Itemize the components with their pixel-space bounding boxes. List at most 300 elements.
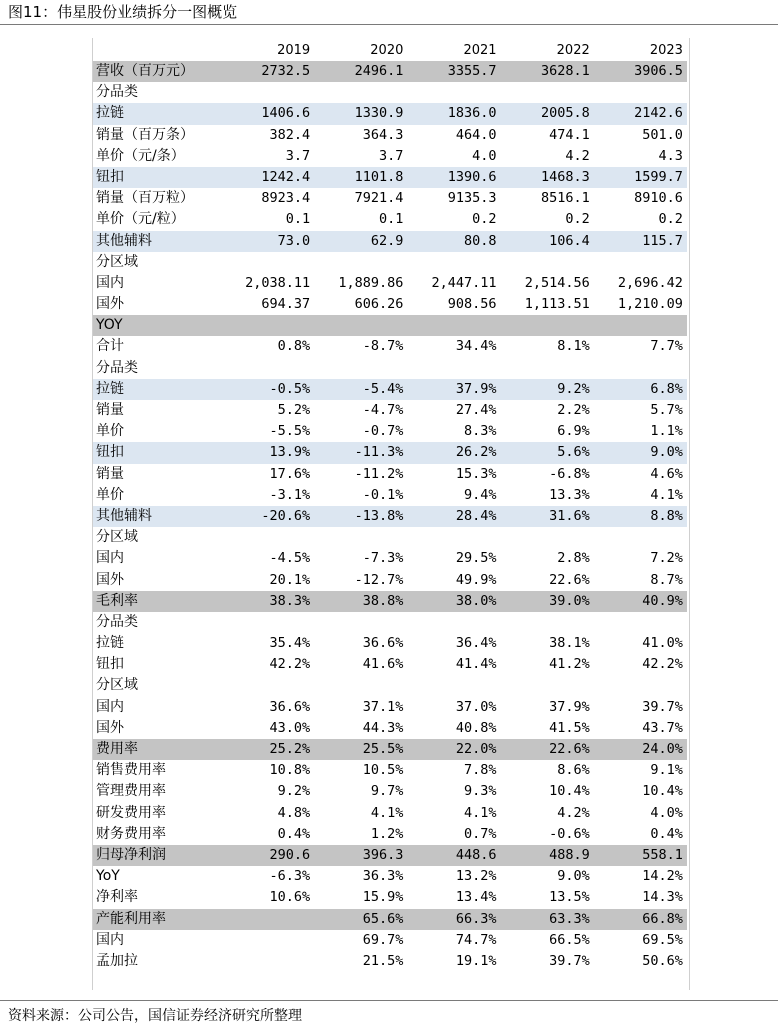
value-cell: 908.56 (447, 296, 497, 313)
row-label: 财务费用率 (96, 825, 166, 842)
value-cell: 474.1 (549, 126, 590, 143)
value-cell: 8.3% (464, 423, 497, 440)
value-cell: 22.0% (455, 741, 497, 757)
value-cell: 4.6% (650, 465, 683, 482)
value-cell: 13.2% (455, 868, 497, 885)
table-row (93, 485, 687, 506)
value-cell: 66.8% (642, 910, 683, 927)
table-row (93, 400, 687, 421)
row-label: 管理费用率 (96, 783, 166, 800)
value-cell: 2.8% (557, 550, 590, 567)
value-cell: 9.2% (277, 783, 311, 800)
table-row (93, 612, 687, 633)
value-cell: 39.7% (642, 698, 683, 715)
value-cell: 4.2 (565, 147, 590, 164)
table-row (93, 315, 687, 336)
value-cell: 9135.3 (447, 190, 497, 207)
value-cell: 36.6% (269, 698, 311, 715)
value-cell: 7.7% (650, 338, 683, 355)
value-cell: 1330.9 (354, 105, 404, 122)
value-cell: 10.5% (362, 762, 404, 779)
row-label: 单价（元/粒） (96, 211, 185, 228)
value-cell (594, 358, 687, 379)
value-cell (594, 315, 687, 336)
table-row (93, 421, 687, 442)
row-label: 单价 (96, 486, 124, 503)
table-row (93, 781, 687, 802)
value-cell: 41.0% (642, 635, 683, 652)
value-cell: 37.9% (549, 698, 590, 715)
value-cell: 36.3% (362, 868, 404, 885)
row-label: 毛利率 (96, 592, 138, 609)
value-cell: 4.0% (650, 804, 683, 821)
value-cell: 488.9 (549, 846, 590, 863)
value-cell: 9.0% (650, 444, 683, 461)
value-cell: 115.7 (642, 232, 683, 249)
header-label-cell (93, 40, 221, 61)
value-cell: 4.8% (277, 804, 311, 821)
table-row (93, 824, 687, 845)
value-cell (594, 527, 687, 548)
value-cell (221, 930, 314, 951)
value-cell: 7.8% (464, 762, 497, 779)
value-cell: 1468.3 (540, 168, 590, 185)
value-cell: 9.2% (557, 380, 590, 397)
value-cell: 2,696.42 (617, 274, 683, 291)
table-row (93, 358, 687, 379)
value-cell: 0.1 (378, 211, 404, 228)
value-cell: 69.7% (362, 931, 404, 948)
value-cell: 62.9 (370, 232, 404, 249)
value-cell: 10.4% (642, 783, 683, 800)
row-label: 其他辅料 (96, 507, 152, 524)
table-row (93, 654, 687, 675)
value-cell: -4.5% (269, 550, 311, 567)
value-cell: -6.3% (269, 868, 311, 885)
value-cell: -0.1% (362, 486, 404, 503)
row-label: 净利率 (96, 889, 138, 906)
value-cell (314, 358, 407, 379)
value-cell: 2496.1 (354, 63, 404, 79)
row-label: 分区域 (96, 529, 138, 546)
value-cell: 40.9% (642, 592, 683, 609)
table-row (93, 718, 687, 739)
value-cell: 8516.1 (540, 190, 590, 207)
value-cell: 42.2% (269, 656, 311, 673)
value-cell: 73.0 (277, 232, 311, 249)
row-label: 研发费用率 (96, 804, 166, 821)
value-cell: 1406.6 (261, 105, 311, 122)
value-cell: 80.8 (464, 232, 497, 249)
table-row (93, 633, 687, 654)
value-cell: -20.6% (261, 507, 311, 524)
row-label: 销售费用率 (96, 762, 166, 779)
value-cell: 37.1% (362, 698, 404, 715)
table-row (93, 548, 687, 569)
value-cell: -7.3% (362, 550, 404, 567)
row-label: 销量 (96, 402, 124, 418)
table-row (93, 231, 687, 252)
value-cell (314, 315, 407, 336)
row-label: 分品类 (96, 359, 138, 376)
table-row (93, 591, 687, 612)
row-label: 钮扣 (96, 656, 124, 673)
value-cell (594, 252, 687, 273)
value-cell: 15.3% (455, 465, 497, 482)
value-cell: 41.4% (455, 656, 497, 673)
value-cell: -13.8% (354, 507, 404, 524)
table-row (93, 82, 687, 103)
value-cell (501, 358, 594, 379)
table-row (93, 167, 687, 188)
table-row (93, 188, 687, 209)
table-row (93, 336, 687, 357)
value-cell: 44.3% (362, 719, 404, 736)
value-cell: 38.0% (455, 592, 497, 609)
value-cell: 43.0% (269, 719, 311, 736)
value-cell: 41.6% (362, 656, 404, 673)
value-cell: 2,447.11 (431, 274, 497, 291)
value-cell: 38.1% (549, 635, 590, 652)
table-row (93, 697, 687, 718)
table-row (93, 803, 687, 824)
value-cell: 6.9% (557, 423, 590, 440)
value-cell (501, 82, 594, 103)
value-cell (314, 527, 407, 548)
value-cell: 1,889.86 (338, 274, 404, 291)
value-cell: 7.2% (650, 550, 683, 567)
value-cell (501, 675, 594, 696)
value-cell (594, 675, 687, 696)
table-row (93, 379, 687, 400)
value-cell: 66.3% (455, 910, 497, 927)
value-cell (501, 527, 594, 548)
year-header: 2022 (556, 43, 590, 58)
value-cell: 382.4 (269, 126, 311, 143)
value-cell: 74.7% (455, 931, 497, 948)
value-cell (221, 252, 314, 273)
table-row (93, 951, 687, 972)
row-label: 合计 (96, 338, 124, 355)
value-cell: 558.1 (642, 846, 683, 863)
value-cell: 36.4% (455, 635, 497, 652)
value-cell: 5.7% (650, 402, 683, 418)
table-row (93, 760, 687, 781)
table-row (93, 125, 687, 146)
row-label: 归母净利润 (96, 846, 166, 863)
row-label: 钮扣 (96, 168, 124, 185)
row-label: 费用率 (96, 741, 138, 757)
value-cell: -4.7% (362, 402, 404, 418)
year-header: 2023 (649, 43, 683, 58)
value-cell (314, 612, 407, 633)
table-row (93, 845, 687, 866)
value-cell: 5.2% (277, 402, 311, 418)
value-cell: 1836.0 (447, 105, 497, 122)
value-cell: 50.6% (642, 952, 683, 969)
table-row (93, 866, 687, 887)
table-row (93, 442, 687, 463)
value-cell: 694.37 (261, 296, 311, 313)
table-row (93, 252, 687, 273)
value-cell: 42.2% (642, 656, 683, 673)
value-cell: 15.9% (362, 889, 404, 906)
value-cell (407, 315, 500, 336)
value-cell (501, 612, 594, 633)
row-label: 国外 (96, 719, 124, 736)
value-cell: 4.1% (370, 804, 404, 821)
value-cell: 4.1% (464, 804, 497, 821)
value-cell: 3.7 (378, 147, 404, 164)
row-label: 其他辅料 (96, 232, 152, 249)
row-label: YoY (96, 868, 120, 885)
value-cell: 22.6% (549, 571, 590, 588)
value-cell: 41.5% (549, 719, 590, 736)
value-cell: 5.6% (557, 444, 590, 461)
table-row (93, 527, 687, 548)
value-cell: 1,210.09 (617, 296, 683, 313)
financial-table (93, 40, 687, 972)
value-cell: -0.6% (549, 825, 590, 842)
value-cell: 1599.7 (634, 168, 683, 185)
value-cell (221, 527, 314, 548)
value-cell: 3906.5 (634, 63, 683, 79)
value-cell: 38.3% (269, 592, 311, 609)
value-cell: 9.0% (557, 868, 590, 885)
value-cell: 9.7% (370, 783, 404, 800)
value-cell: -12.7% (354, 571, 404, 588)
value-cell: 4.2% (557, 804, 590, 821)
value-cell (407, 527, 500, 548)
row-label: 分品类 (96, 84, 138, 101)
value-cell: 364.3 (362, 126, 404, 143)
row-label: 销量 (96, 465, 124, 482)
value-cell: -11.3% (354, 444, 404, 461)
value-cell: 13.3% (549, 486, 590, 503)
value-cell: 1101.8 (354, 168, 404, 185)
figure-title: 图11：伟星股份业绩拆分一图概览 (8, 3, 238, 21)
row-label: 拉链 (96, 635, 124, 652)
year-header: 2020 (370, 43, 404, 58)
value-cell (407, 612, 500, 633)
source-note: 资料来源：公司公告，国信证券经济研究所整理 (8, 1008, 302, 1024)
value-cell: 3628.1 (540, 63, 590, 79)
table-row (93, 675, 687, 696)
value-cell: -5.4% (362, 380, 404, 397)
table-row (93, 273, 687, 294)
value-cell: 49.9% (455, 571, 497, 588)
table-row (93, 294, 687, 315)
value-cell (314, 252, 407, 273)
table-row (93, 146, 687, 167)
value-cell: 20.1% (269, 571, 311, 588)
value-cell (221, 675, 314, 696)
value-cell: 501.0 (642, 126, 683, 143)
value-cell: 106.4 (549, 232, 590, 249)
value-cell (221, 909, 314, 930)
value-cell (221, 315, 314, 336)
value-cell: -3.1% (269, 486, 311, 503)
value-cell: 63.3% (549, 910, 590, 927)
row-label: 产能利用率 (96, 910, 166, 927)
value-cell: 4.3 (658, 147, 683, 164)
value-cell: 9.1% (650, 762, 683, 779)
row-label: 国外 (96, 571, 124, 588)
value-cell (221, 951, 314, 972)
value-cell: 0.2 (658, 211, 683, 228)
value-cell: 38.8% (362, 592, 404, 609)
value-cell: 9.3% (464, 783, 497, 800)
value-cell: 24.0% (642, 741, 683, 757)
value-cell (221, 612, 314, 633)
value-cell (221, 358, 314, 379)
value-cell: 0.2 (565, 211, 590, 228)
value-cell: 1,113.51 (524, 296, 590, 313)
table-row (93, 209, 687, 230)
row-label: 单价（元/条） (96, 147, 185, 164)
value-cell: 4.0 (472, 147, 497, 164)
value-cell (407, 675, 500, 696)
value-cell: 2142.6 (634, 105, 683, 122)
value-cell: 0.8% (277, 338, 311, 355)
year-header: 2021 (463, 43, 497, 58)
value-cell: 6.8% (650, 380, 683, 397)
row-label: 国内 (96, 931, 124, 948)
value-cell: -6.8% (549, 465, 590, 482)
value-cell: 396.3 (362, 846, 404, 863)
value-cell (407, 82, 500, 103)
year-header: 2019 (277, 43, 311, 58)
table-row (93, 909, 687, 930)
value-cell: 21.5% (362, 952, 404, 969)
value-cell: -0.5% (269, 380, 311, 397)
value-cell: 69.5% (642, 931, 683, 948)
value-cell: 13.9% (269, 444, 311, 461)
value-cell: -8.7% (362, 338, 404, 355)
value-cell: 2,514.56 (524, 274, 590, 291)
source-divider (0, 1000, 778, 1001)
value-cell: 448.6 (455, 846, 497, 863)
value-cell: 0.7% (464, 825, 497, 842)
value-cell: 10.6% (269, 889, 311, 906)
table-row (93, 930, 687, 951)
value-cell: 13.5% (549, 889, 590, 906)
table-row (93, 570, 687, 591)
value-cell: 8923.4 (261, 190, 311, 207)
value-cell: 290.6 (269, 846, 311, 863)
value-cell (501, 315, 594, 336)
value-cell: -0.7% (362, 423, 404, 440)
row-label: 国外 (96, 296, 124, 313)
value-cell: 0.2 (472, 211, 497, 228)
value-cell: 65.6% (362, 910, 404, 927)
value-cell: 34.4% (455, 338, 497, 355)
value-cell: 17.6% (269, 465, 311, 482)
value-cell (407, 358, 500, 379)
value-cell: 2.2% (557, 402, 590, 418)
table-row (93, 887, 687, 908)
row-label: 国内 (96, 274, 124, 291)
row-label: 销量（百万粒） (96, 190, 194, 207)
value-cell: 27.4% (455, 402, 497, 418)
value-cell: 29.5% (455, 550, 497, 567)
value-cell: 41.2% (549, 656, 590, 673)
value-cell: 8.8% (650, 507, 683, 524)
value-cell: 1.1% (650, 423, 683, 440)
value-cell: 22.6% (549, 741, 590, 757)
value-cell: 25.2% (269, 741, 311, 757)
value-cell: 7921.4 (354, 190, 404, 207)
table-row (93, 506, 687, 527)
row-label: 单价 (96, 423, 124, 440)
row-label: 孟加拉 (96, 952, 138, 969)
value-cell (221, 82, 314, 103)
value-cell: 8.1% (557, 338, 590, 355)
value-cell: 66.5% (549, 931, 590, 948)
value-cell: 3.7 (285, 147, 311, 164)
value-cell: 1390.6 (447, 168, 497, 185)
value-cell: 8910.6 (634, 190, 683, 207)
row-label: 拉链 (96, 380, 124, 397)
value-cell: 464.0 (455, 126, 497, 143)
value-cell: 35.4% (269, 635, 311, 652)
value-cell: -5.5% (269, 423, 311, 440)
value-cell: 36.6% (362, 635, 404, 652)
value-cell: 0.4% (277, 825, 311, 842)
value-cell: 9.4% (464, 486, 497, 503)
value-cell: 606.26 (354, 296, 404, 313)
value-cell: 14.3% (642, 889, 683, 906)
value-cell: 0.1 (285, 211, 311, 228)
value-cell: 37.9% (455, 380, 497, 397)
value-cell (594, 612, 687, 633)
value-cell: 43.7% (642, 719, 683, 736)
value-cell: 26.2% (455, 444, 497, 461)
value-cell: 37.0% (455, 698, 497, 715)
value-cell: 28.4% (455, 507, 497, 524)
value-cell: 13.4% (455, 889, 497, 906)
value-cell: 2,038.11 (245, 274, 311, 291)
title-divider (0, 24, 778, 25)
table-row (93, 103, 687, 124)
value-cell: -11.2% (354, 465, 404, 482)
value-cell: 10.8% (269, 762, 311, 779)
row-label: 拉链 (96, 105, 124, 122)
value-cell: 39.7% (549, 952, 590, 969)
value-cell (501, 252, 594, 273)
value-cell: 25.5% (362, 741, 404, 757)
row-label: 国内 (96, 698, 124, 715)
row-label: 分区域 (96, 677, 138, 694)
value-cell: 1242.4 (261, 168, 311, 185)
value-cell: 3355.7 (447, 63, 497, 79)
table-row (93, 61, 687, 82)
table-row (93, 739, 687, 760)
value-cell: 19.1% (455, 952, 497, 969)
value-cell: 39.0% (549, 592, 590, 609)
value-cell: 2732.5 (261, 63, 311, 79)
value-cell: 4.1% (650, 486, 683, 503)
row-label: 国内 (96, 550, 124, 567)
value-cell (407, 252, 500, 273)
table-header-row (93, 40, 687, 61)
row-label: 销量（百万条） (96, 126, 194, 143)
value-cell (594, 82, 687, 103)
table-row (93, 464, 687, 485)
value-cell (314, 82, 407, 103)
value-cell: 40.8% (455, 719, 497, 736)
value-cell: 10.4% (549, 783, 590, 800)
